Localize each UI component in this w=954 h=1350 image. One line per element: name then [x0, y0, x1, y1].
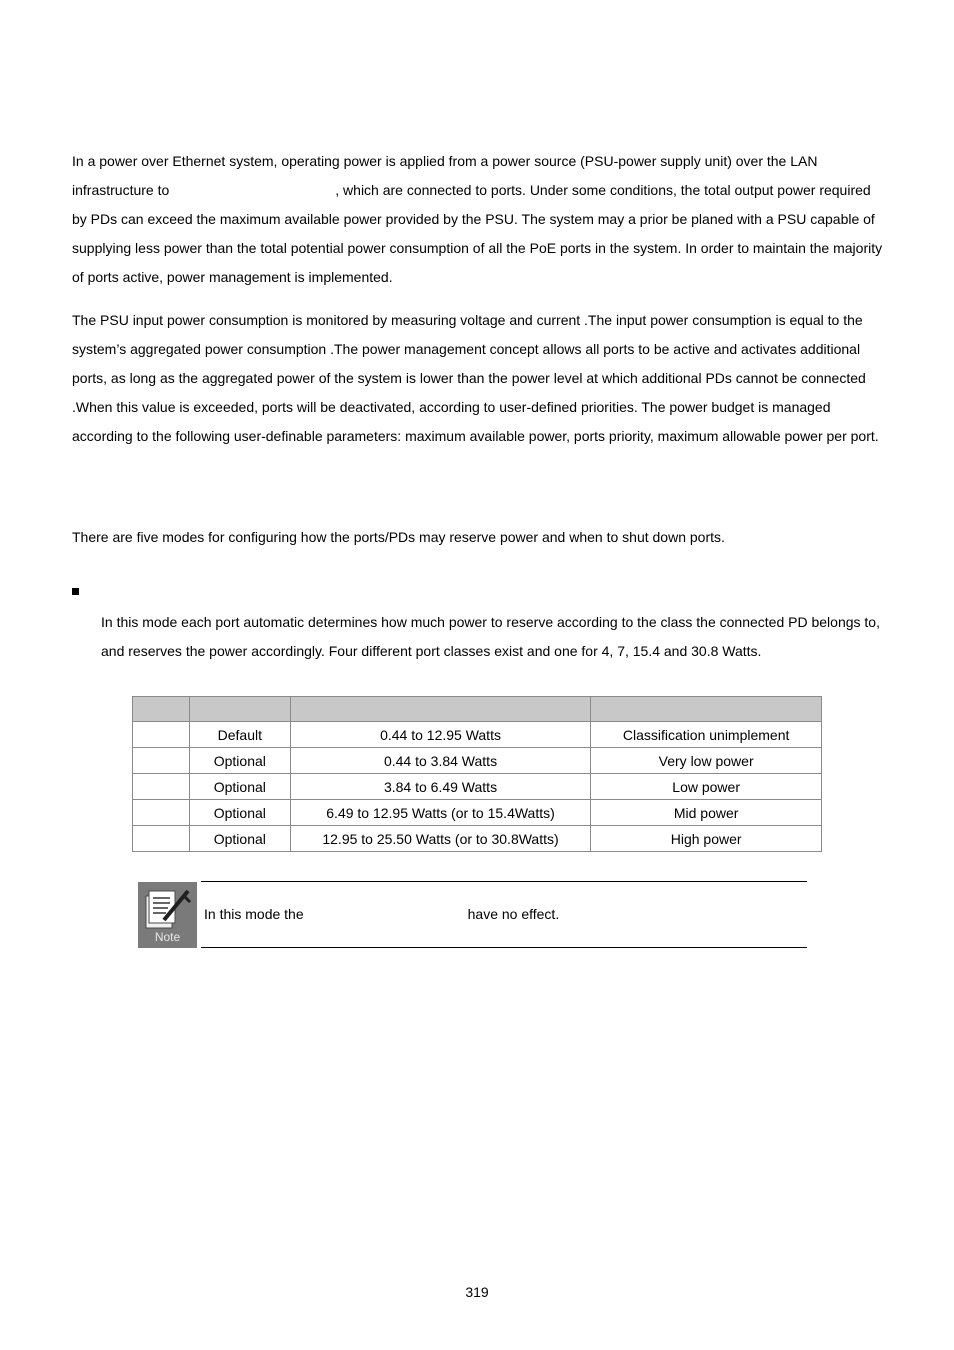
note-icon-label: Note	[154, 930, 181, 944]
notepad-pen-icon	[138, 882, 197, 932]
class-mode-paragraph: In this mode each port automatic determines how much power to reserve according to the class the connected PD belongs to, and reserves the power accordingly. Four different port classes exist and one for 4, 7, 15.4 and 30.8 Watts.	[101, 614, 880, 659]
header-cell	[591, 697, 822, 722]
intro-text-start: In a power over Ethernet system, operating power is applied from a power source (PSU-power supply unit) over the LAN infrastructure to	[72, 153, 818, 198]
description-cell: Very low power	[591, 748, 822, 774]
description-cell: Low power	[591, 774, 822, 800]
note-text	[204, 906, 559, 922]
range-cell: 0.44 to 3.84 Watts	[290, 748, 591, 774]
table-row	[133, 774, 822, 800]
bullet-icon	[72, 588, 79, 595]
intro-paragraph	[72, 147, 884, 292]
note-text-end: have no effect.	[467, 906, 560, 922]
table-row	[133, 748, 822, 774]
description-cell: Classification unimplement	[591, 722, 822, 748]
header-cell	[189, 697, 290, 722]
usage-cell: Optional	[189, 826, 290, 852]
range-cell: 0.44 to 12.95 Watts	[290, 722, 591, 748]
note-text-start: In this mode the	[204, 906, 304, 922]
description-cell: High power	[591, 826, 822, 852]
note-box	[137, 881, 807, 949]
class-cell	[133, 774, 190, 800]
range-cell: 12.95 to 25.50 Watts (or to 30.8Watts)	[290, 826, 591, 852]
usage-cell: Optional	[189, 748, 290, 774]
modes-paragraph: There are five modes for configuring how the ports/PDs may reserve power and when to shut down ports.	[72, 529, 725, 545]
class-cell	[133, 800, 190, 826]
table-header-row	[133, 697, 822, 722]
range-cell: 6.49 to 12.95 Watts (or to 15.4Watts)	[290, 800, 591, 826]
table-row	[133, 722, 822, 748]
range-cell: 3.84 to 6.49 Watts	[290, 774, 591, 800]
note-divider	[201, 947, 807, 948]
usage-cell: Default	[189, 722, 290, 748]
note-icon	[138, 882, 197, 948]
power-class-table	[132, 696, 822, 852]
page-number: 319	[465, 1284, 489, 1300]
note-divider	[201, 881, 807, 882]
intro-text-end: , which are connected to ports. Under some conditions, the total output power required by PDs can exceed the maximum available power provided by the PSU. The system may a prior be planed with a PSU capable of supplying less power than the total potential power consumption of all the PoE ports in the system. In order to maintain the majority of ports active, power management is implemented.	[72, 182, 883, 285]
description-cell: Mid power	[591, 800, 822, 826]
table-row	[133, 826, 822, 852]
header-cell	[133, 697, 190, 722]
class-cell	[133, 722, 190, 748]
usage-cell: Optional	[189, 774, 290, 800]
power-consumption-paragraph: The PSU input power consumption is monitored by measuring voltage and current .The input power consumption is equal to the system’s aggregated power consumption .The power management concept allows all ports to be active and activates additional ports, as long as the aggregated power of the system is lower than the power level at which additional PDs cannot be connected .When this value is exceeded, ports will be deactivated, according to user-defined priorities. The power budget is managed according to the following user-definable parameters: maximum available power, ports priority, maximum allowable power per port.	[72, 312, 879, 444]
class-cell	[133, 748, 190, 774]
usage-cell: Optional	[189, 800, 290, 826]
class-cell	[133, 826, 190, 852]
header-cell	[290, 697, 591, 722]
table-row	[133, 800, 822, 826]
